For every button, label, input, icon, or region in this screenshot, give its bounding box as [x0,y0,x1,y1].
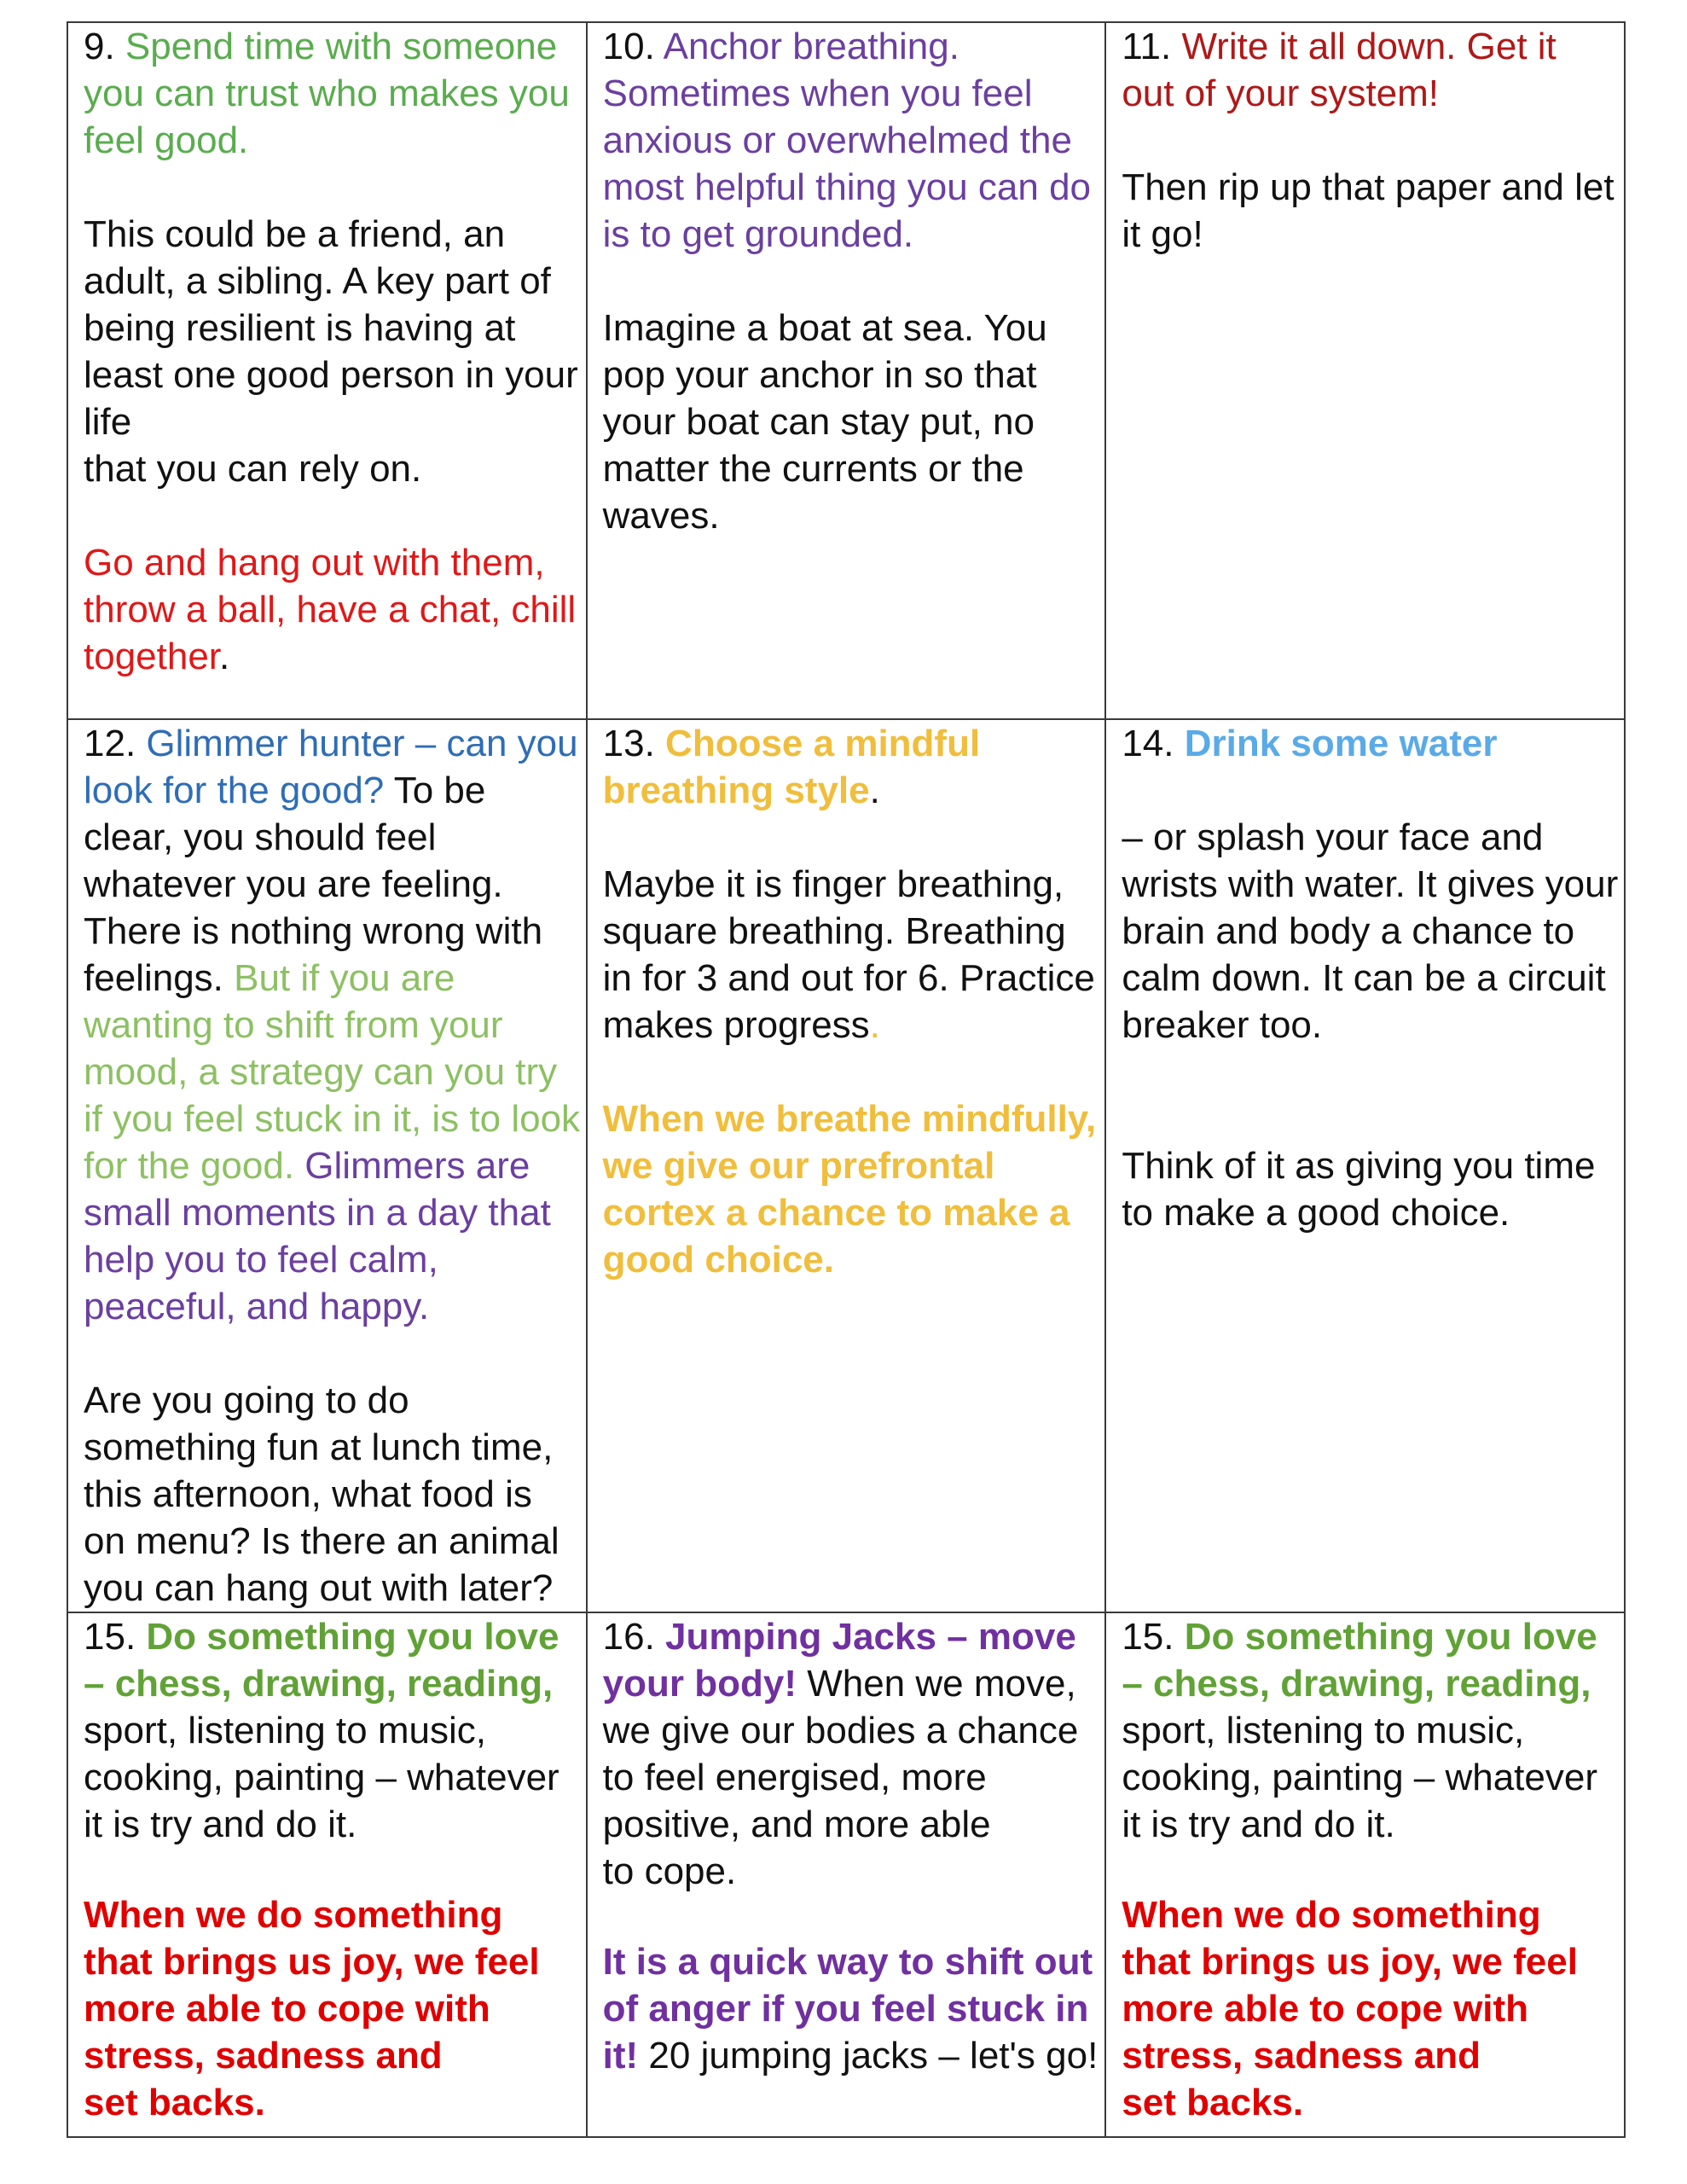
card-question: Are you going to do something fun at lunch time, this afternoon, what food is on menu? Is there an animal you can hang out with later? [84,1380,559,1609]
card-number: 15. [84,1616,147,1658]
card-title: Jumping Jacks – move your body! [602,1616,1076,1705]
card-body: – or splash your face and wrists with water. It gives your brain and body a chance to calm down. It can be a circuit breaker too. [1122,816,1619,1046]
card-15-heading [1122,1613,1619,1707]
card-11-heading [1122,23,1619,117]
grid-row-1 [67,22,1625,719]
card-title: Choose a mindful breathing style [602,723,981,811]
card-number: 14. [1122,723,1185,764]
grid-row-2 [67,719,1625,1612]
card-title: Do something you love – chess, drawing, reading, [84,1616,559,1705]
card-body: sport, listening to music, cooking, painting – whatever it is try and do it. [1122,1710,1598,1845]
card-12 [67,719,587,1612]
card-15-left [67,1612,587,2137]
card-title-end: . [869,770,880,811]
card-number: 11. [1122,26,1182,67]
card-16-heading [603,1613,1100,1848]
card-strategy: But if you are wanting to shift from your mood, a strategy can you try if you feel stuck in it, is to look for the good. [84,957,581,1187]
card-action: Go and hang out with them, throw a ball, have a chat, chill together [84,542,577,677]
card-body: Then rip up that paper and let it go! [1122,166,1615,255]
card-tip: Think of it as giving you time to make a good choice. [1122,1145,1596,1234]
card-16-tip [603,1938,1100,2079]
card-body: When we move, we give our bodies a chance to feel energised, more positive, and more able [602,1663,1079,1845]
card-title: Write it all down. Get it out of your system! [1122,26,1557,114]
card-title: Glimmer hunter – can you look for the good? [84,723,578,811]
card-number: 16. [602,1616,666,1658]
card-body-continued: to cope. [602,1850,737,1892]
card-number: 13. [602,723,666,764]
card-12-text [84,720,581,1330]
card-9 [67,22,587,719]
card-tip-end: set backs. [84,2082,265,2123]
card-number: 9. [84,26,125,67]
card-13 [587,719,1106,1612]
card-tip-end: set backs. [1122,2082,1304,2123]
card-body-end: . [869,1004,880,1046]
card-body: This could be a friend, an adult, a sibling. A key part of being resilient is having at least one good person in your life [84,213,578,443]
card-11 [1105,22,1625,719]
card-tip: When we do something that brings us joy, we feel more able to cope with stress, sadness and [84,1894,540,2077]
card-16 [587,1612,1106,2137]
card-15-right [1105,1612,1625,2137]
card-glimmers: Glimmers are small moments in a day that help you to feel calm, peaceful, and happy. [84,1145,551,1327]
card-tip: It is a quick way to shift out of anger if you feel stuck in it! [602,1941,1093,2077]
card-14 [1105,719,1625,1612]
card-title: Drink some water [1184,723,1498,764]
card-9-action [84,539,581,680]
card-title: Spend time with someone you can trust who makes you feel good. [84,26,570,161]
card-action-end: . [219,636,230,677]
card-tip: When we breathe mindfully, we give our prefrontal cortex a chance to make a good choice. [602,1098,1097,1281]
activity-grid [67,21,1626,2138]
card-title: Do something you love – chess, drawing, reading, [1122,1616,1597,1705]
card-number: 10. [602,26,664,67]
grid-row-3 [67,1612,1625,2137]
card-body: Maybe it is finger breathing, square breathing. Breathing in for 3 and out for 6. Practice makes progress [602,863,1095,1046]
card-tip-end: 20 jumping jacks – let's go! [638,2035,1099,2077]
card-number: 12. [84,723,147,764]
card-body: Imagine a boat at sea. You pop your anchor in so that your boat can stay put, no matter the currents or the waves. [602,307,1047,537]
card-9-heading [84,23,581,164]
card-title: Anchor breathing. Sometimes when you feel anxious or overwhelmed the most helpful thing you can do is to get grounded. [602,26,1092,255]
card-body: sport, listening to music, cooking, painting – whatever it is try and do it. [84,1710,559,1845]
card-13-heading [603,720,1100,814]
card-13-body [603,861,1100,1048]
card-14-heading [1122,720,1619,767]
card-10 [587,22,1106,719]
card-body-continued: that you can rely on. [84,448,422,490]
card-tip: When we do something that brings us joy, we feel more able to cope with stress, sadness and [1122,1894,1578,2077]
card-intro: To be clear, you should feel whatever you are feeling. There is nothing wrong with feelings. [84,770,543,999]
card-number: 15. [1122,1616,1185,1658]
card-10-heading [603,23,1100,258]
card-15-heading [84,1613,581,1707]
